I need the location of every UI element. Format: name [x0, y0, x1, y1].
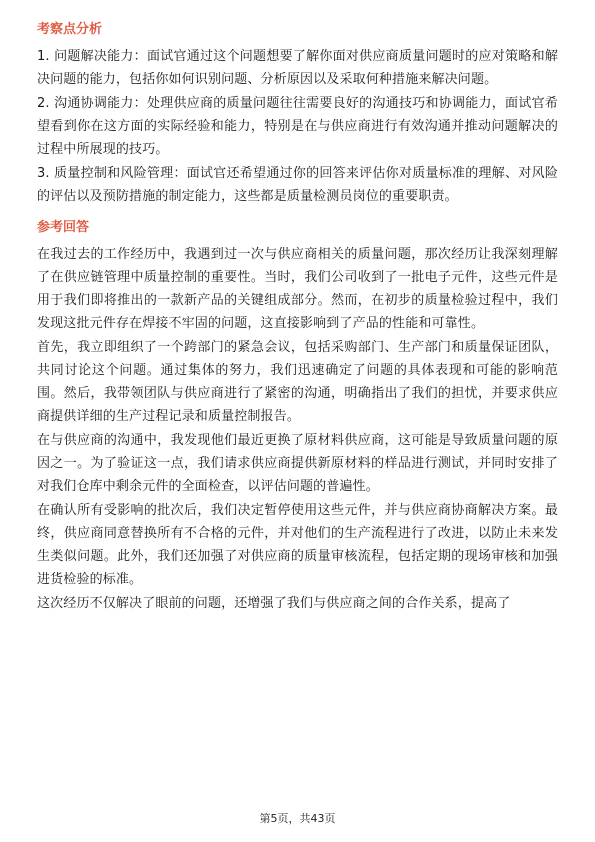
answer-paragraph: 在确认所有受影响的批次后，我们决定暂停使用这些元件，并与供应商协商解决方案。最终，供应商同意替换所有不合格的元件，并对他们的生产流程进行了改进，以防止未来发生类似问题。此外，我们还加强了对供应商的质量审核流程，包括定期的现场审核和加强进货检验的标准。	[37, 503, 558, 587]
answer-heading: 参考回答	[37, 220, 90, 235]
page-number: 第5页，共43页	[259, 812, 336, 825]
analysis-heading: 考察点分析	[37, 22, 103, 37]
answer-paragraph: 这次经历不仅解决了眼前的问题，还增强了我们与供应商之间的合作关系，提高了	[37, 596, 511, 611]
answer-paragraph: 在与供应商的沟通中，我发现他们最近更换了原材料供应商，这可能是导致质量问题的原因之一。为了验证这一点，我们请求供应商提供新原材料的样品进行测试，并同时安排了对我们仓库中剩余元件的全面检查，以评估问题的普遍性。	[37, 433, 558, 494]
answer-paragraph: 在我过去的工作经历中，我遇到过一次与供应商相关的质量问题，那次经历让我深刻理解了在供应链管理中质量控制的重要性。当时，我们公司收到了一批电子元件，这些元件是用于我们即将推出的一款新产品的关键组成部分。然而，在初步的质量检验过程中，我们发现这批元件存在焊接不牢固的问题，这直接影响到了产品的性能和可靠性。	[37, 247, 558, 331]
analysis-item: 2. 沟通协调能力：处理供应商的质量问题往往需要良好的沟通技巧和协调能力，面试官希望看到你在这方面的实际经验和能力，特别是在与供应商进行有效沟通并推动问题解决的过程中所展现的技巧。	[37, 96, 558, 157]
answer-paragraph: 首先，我立即组织了一个跨部门的紧急会议，包括采购部门、生产部门和质量保证团队，共同讨论这个问题。通过集体的努力，我们迅速确定了问题的具体表现和可能的影响范围。然后，我带领团队与供应商进行了紧密的沟通，明确指出了我们的担忧，并要求供应商提供详细的生产过程记录和质量控制报告。	[37, 340, 558, 424]
analysis-item: 3. 质量控制和风险管理：面试官还希望通过你的回答来评估你对质量标准的理解、对风险的评估以及预防措施的制定能力，这些都是质量检测员岗位的重要职责。	[37, 166, 558, 204]
analysis-item: 1. 问题解决能力：面试官通过这个问题想要了解你面对供应商质量问题时的应对策略和解决问题的能力，包括你如何识别问题、分析原因以及采取何种措施来解决问题。	[37, 49, 558, 87]
